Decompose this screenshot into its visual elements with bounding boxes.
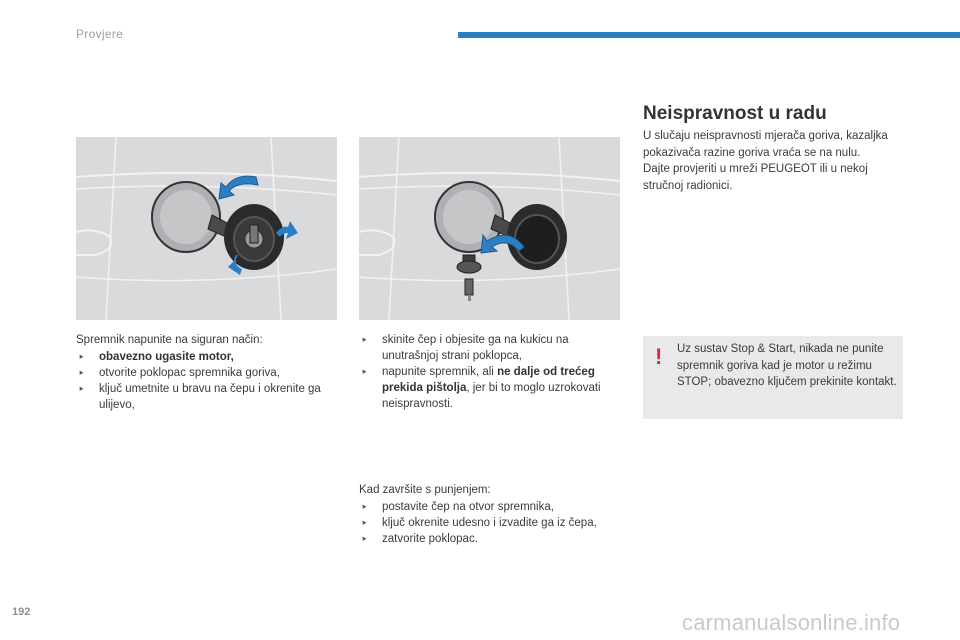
- section-paragraph: Dajte provjeriti u mreži PEUGEOT ili u nekoj stručnoj radionici.: [643, 163, 868, 192]
- list-item-text: ključ okrenite udesno i izvadite ga iz čepa,: [382, 517, 597, 529]
- bullet-arrow-icon: ⯈: [78, 369, 85, 378]
- fuel-cap-hung-illustration: [359, 137, 620, 320]
- bullet-arrow-icon: ⯈: [361, 336, 368, 345]
- exclamation-icon: !: [655, 344, 663, 369]
- header-accent-bar: [458, 32, 960, 38]
- warning-box: [643, 336, 903, 419]
- section-paragraph: U slučaju neispravnosti mjerača goriva, kazaljka pokazivača razine goriva vraća se na nulu.: [643, 130, 888, 159]
- list-item: [76, 365, 342, 381]
- refuel-steps-part-1: [76, 332, 342, 413]
- watermark: carmanualsonline.info: [682, 610, 901, 635]
- list-item: [359, 531, 621, 547]
- list-item-bold: ne dalje od trećeg prekida pištolja: [382, 366, 595, 394]
- bullet-arrow-icon: ⯈: [361, 519, 368, 528]
- section-body: [643, 128, 905, 194]
- refuel-steps-part-2: [359, 332, 621, 412]
- refuel-intro: Spremnik napunite na siguran način:: [76, 334, 263, 346]
- list-item-text: zatvorite poklopac.: [382, 533, 478, 545]
- bullet-arrow-icon: ⯈: [361, 535, 368, 544]
- list-item-text: otvorite poklopac spremnika goriva,: [99, 367, 280, 379]
- list-item-bold: obavezno ugasite motor,: [99, 351, 234, 363]
- list-item-text: ključ umetnite u bravu na čepu i okrenite ga ulijevo,: [99, 383, 321, 411]
- list-item-text: postavite čep na otvor spremnika,: [382, 501, 554, 513]
- list-item: [359, 364, 621, 412]
- page-number: 192: [12, 606, 31, 618]
- bullet-arrow-icon: ⯈: [361, 368, 368, 377]
- after-refuel-intro: Kad završite s punjenjem:: [359, 484, 491, 496]
- warning-text: Uz sustav Stop & Start, nikada ne punite spremnik goriva kad je motor u režimu STOP; obavezno ključem prekinite kontakt.: [677, 343, 897, 388]
- bullet-arrow-icon: ⯈: [78, 353, 85, 362]
- list-item: [359, 332, 621, 364]
- bullet-arrow-icon: ⯈: [78, 385, 85, 394]
- header-section-title: Provjere: [76, 27, 124, 41]
- list-item: [76, 381, 342, 413]
- list-item-text: napunite spremnik, ali: [382, 366, 498, 378]
- after-refuel-steps: [359, 482, 621, 547]
- list-item: [359, 515, 621, 531]
- fuel-cap-unlock-illustration: [76, 137, 337, 320]
- list-item: [359, 499, 621, 515]
- list-item: [76, 349, 342, 365]
- section-title: Neispravnost u radu: [643, 103, 827, 124]
- list-item-text: , jer bi to moglo uzrokovati neispravnosti.: [382, 382, 601, 410]
- bullet-arrow-icon: ⯈: [361, 503, 368, 512]
- list-item-text: skinite čep i objesite ga na kukicu na unutrašnjoj strani poklopca,: [382, 334, 569, 362]
